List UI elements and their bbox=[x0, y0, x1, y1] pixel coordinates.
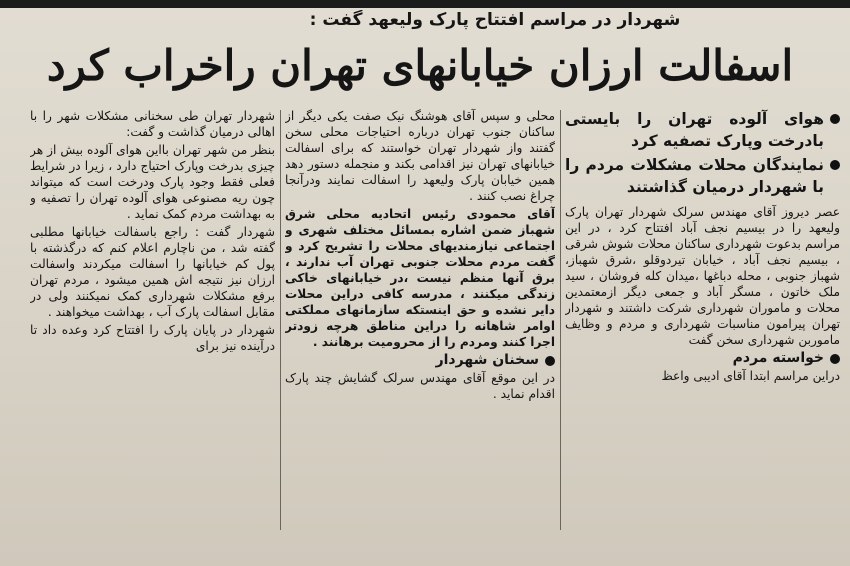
subheading: سخنان شهردار bbox=[285, 352, 555, 368]
article-paragraph: عصر دیروز آقای مهندس سرلک شهردار تهران پارک ولیعهد را در بیسیم نجف آباد افتتاح کرد ، در این مراسم بدعوت شهرداری ساکنان محلات شوش شرقی ، بیسیم نجف آباد ، خیابان تیردوقلو ،شرق شهباز، شهباز جنوبی ، محله دباغها ،میدان کله فروشان ، سید ملک خاتون ، مسگر آباد و جمعی دیگر ازمعتمدین محلات و ماموران شهرداری شرکت داشتند و شهردار تهران پیرامون مناسبات شهرداری و مردم و وظایف ماموربن شهرداری سخن گفت bbox=[565, 205, 840, 347]
bullet-dot-icon bbox=[830, 114, 840, 124]
article-paragraph: در این موقع آقای مهندس سرلک گشایش چند پارک اقدام نماید . bbox=[285, 371, 555, 401]
column-middle bbox=[285, 108, 555, 548]
bullet-headline: نمایندگان محلات مشکلات مردم را با شهردار درمیان گذاشتند bbox=[565, 154, 840, 198]
bullet-dot-icon bbox=[830, 160, 840, 170]
article-paragraph: دراین مراسم ابتدا آقای ادیبی واعظ bbox=[661, 369, 840, 383]
bullet-headline: هوای آلوده تهران را بایستی بادرخت وپارک تصفیه کرد bbox=[565, 108, 840, 152]
column-right bbox=[565, 108, 840, 548]
article-paragraph: شهردار گفت : راجع باسفالت خیابانها مطلبی گفته شد ، من ناچارم اعلام کنم که درگذشته با پول کم خیابانها را اسفالت میکردند واسفالت ارزان نیز نتیجه اش همین میشود ، مردم تهران برفع مشکلات شهرداری کمک نمیکنند ولی در مقابل اسفالت پارک آب ، بهداشت میخواهند . bbox=[30, 225, 275, 319]
article-paragraph: بنظر من شهر تهران بااین هوای آلوده بیش از هر چیزی بدرخت وپارک احتیاج دارد ، زیرا در شرایط فعلی فقط وجود پارک ودرخت است که میتواند چون ریه مصنوعی هوای آلوده تهران را تصفیه و به بهداشت مردم کمک نماید . bbox=[30, 143, 275, 221]
column-rule bbox=[560, 110, 561, 530]
subheading: خواسته مردم bbox=[565, 350, 840, 366]
headline: اسفالت ارزان خیابانهای تهران راخراب کرد bbox=[46, 41, 794, 90]
article-paragraph: محلی و سپس آقای هوشنگ نیک صفت یکی دیگر از ساکنان جنوب تهران درباره احتیاجات محلی سخن گفتند واز شهردار تهران خواستند که برای اسفالت خیابانهای تهران نیز اقدامی بکند و منجمله دستور دهد همین خیابان پارک ولیعهد را اسفالت نمایند ودرآنجا چراغ نصب کنند . bbox=[285, 109, 555, 203]
article-paragraph: شهردار تهران طی سخنانی مشکلات شهر را با اهالی درمیان گذاشت و گفت: bbox=[30, 109, 275, 139]
top-border bbox=[0, 0, 850, 8]
bullet-dot-icon bbox=[545, 356, 555, 366]
article-paragraph: آقای محمودی رئیس اتحادیه محلی شرق شهباز ضمن اشاره بمسائل مختلف شهری و اجتماعی نیازمندیهای محلات را تشریح کرد و گفت مردم محلات جنوبی تهران آب ندارند ، برق آنها منظم نیست ،در خیابانهای خاکی زندگی میکنند ، مدرسه کافی دراین محلات دایر نشده و حق اینستکه سازمانهای مملکتی اوامر شاهانه را دراین مناطق هرچه زودتر اجرا کنند ومردم را از محرومیت برهانند . bbox=[285, 207, 555, 349]
column-left bbox=[30, 108, 275, 548]
bullet-dot-icon bbox=[830, 354, 840, 364]
article-paragraph: شهردار در پایان پارک را افتتاح کرد وعده داد تا درآینده نیز برای bbox=[30, 323, 275, 353]
kicker-line: شهردار در مراسم افتتاح پارک ولیعهد گفت : bbox=[309, 10, 681, 30]
column-rule bbox=[280, 110, 281, 530]
